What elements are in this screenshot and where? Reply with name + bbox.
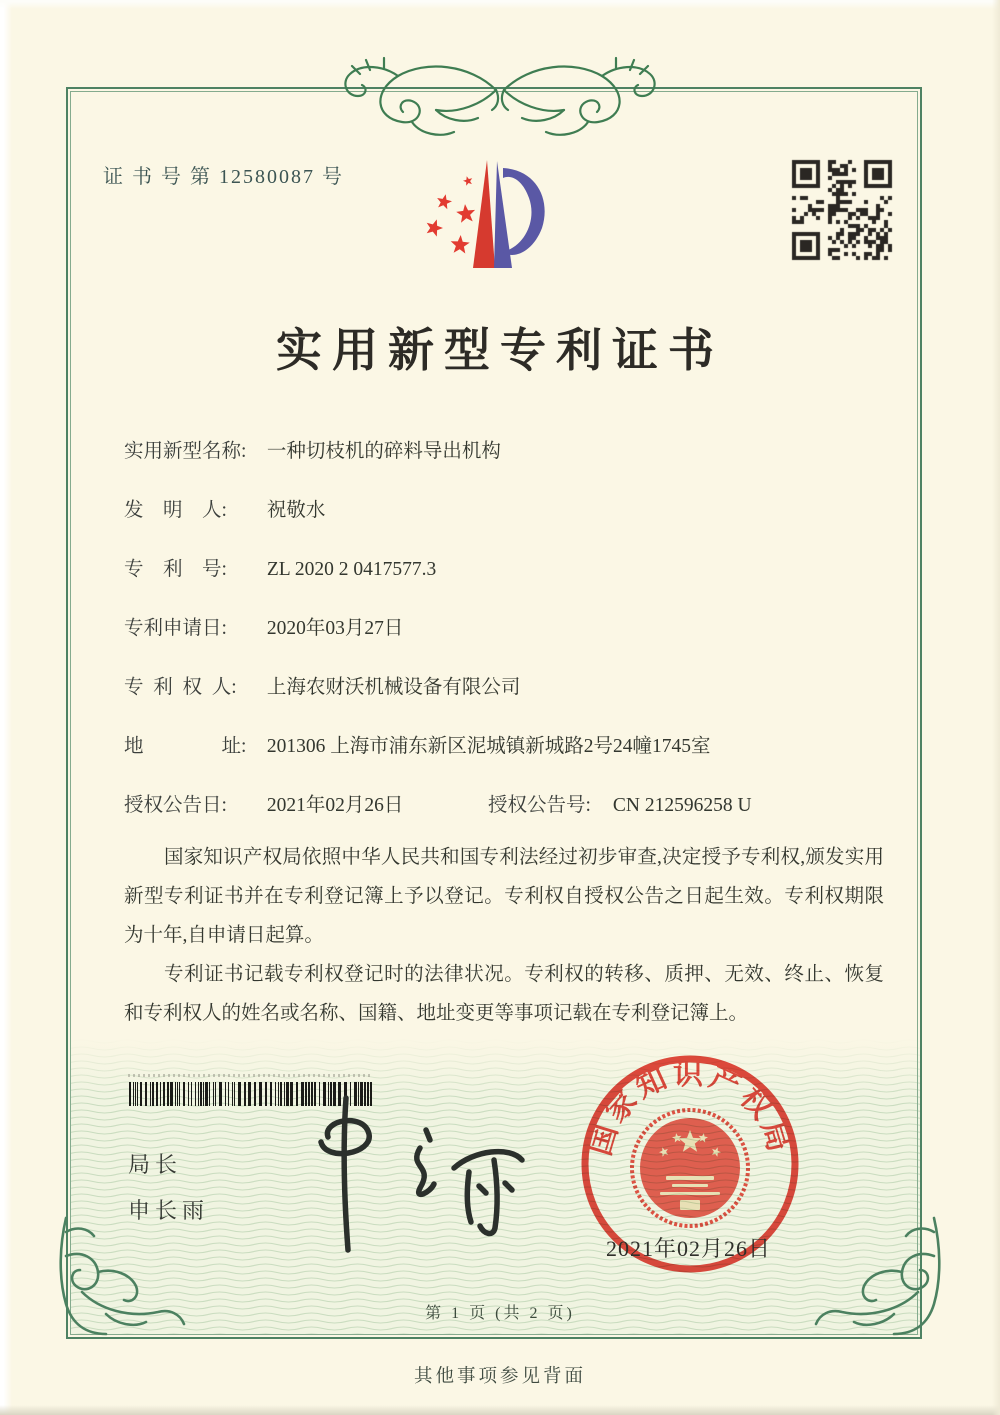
scan-edge	[992, 0, 1000, 1415]
certificate-title: 实用新型专利证书	[276, 325, 724, 376]
field-value: 一种切枝机的碎料导出机构	[266, 441, 501, 462]
qr-code	[789, 157, 895, 263]
field-list	[124, 440, 905, 853]
field-application-date	[124, 617, 905, 640]
field-label: 授权公告日:	[124, 795, 227, 816]
field-label: 授权公告号:	[488, 795, 591, 816]
seal-date: 2021年02月26日	[606, 1236, 772, 1261]
field-label: 专 利 权 人:	[124, 677, 237, 698]
field-label: 专 利 号:	[124, 559, 227, 580]
field-value: ZL 2020 2 0417577.3	[266, 559, 437, 580]
seal-text: 国家知识产权局	[583, 1058, 797, 1160]
field-label: 专利申请日:	[124, 618, 227, 639]
field-inventor	[124, 499, 905, 522]
scan-edge	[0, 0, 12, 1415]
field-utility-model-name	[124, 440, 905, 463]
scan-edge	[0, 1405, 1000, 1415]
field-address	[124, 735, 905, 758]
field-value: 祝敬水	[266, 500, 326, 521]
field-value: 2021年02月26日	[266, 795, 404, 816]
director-handwritten-signature	[268, 1092, 538, 1262]
barcode-microtext	[128, 1074, 372, 1077]
field-label: 地 址:	[124, 736, 247, 757]
field-value: CN 212596258 U	[612, 795, 752, 816]
field-value: 201306 上海市浦东新区泥城镇新城路2号24幢1745室	[266, 736, 711, 757]
field-grant-date	[124, 794, 488, 817]
scan-edge	[0, 0, 1000, 9]
dragon-flourish-ornament	[300, 46, 700, 146]
field-patentee	[124, 676, 905, 699]
director-title: 局长	[128, 1152, 183, 1177]
body-paragraph-1: 国家知识产权局依照中华人民共和国专利法经过初步审查,决定授予专利权,颁发实用新型专利证书并在专利登记簿上予以登记。专利权自授权公告之日起生效。专利权期限为十年,自申请日起算。	[124, 847, 884, 946]
certificate-number: 证 书 号 第 12580087 号	[103, 166, 344, 188]
back-note: 其他事项参见背面	[413, 1367, 586, 1387]
field-label: 发 明 人:	[124, 500, 227, 521]
national-emblem	[632, 1110, 748, 1226]
field-value: 上海农财沃机械设备有限公司	[266, 677, 521, 698]
field-label: 实用新型名称:	[124, 441, 247, 462]
page-number: 第 1 页 (共 2 页)	[425, 1305, 575, 1322]
cnipa-logo	[415, 148, 565, 293]
body-paragraph-2: 专利证书记载专利权登记时的法律状况。专利权的转移、质押、无效、终止、恢复和专利权人的姓名或名称、国籍、地址变更等事项记载在专利登记簿上。	[124, 964, 884, 1024]
legal-body-text	[124, 838, 884, 1033]
director-name: 申长雨	[128, 1198, 210, 1223]
field-patent-number	[124, 558, 905, 581]
field-grant-row	[124, 794, 905, 817]
field-value: 2020年03月27日	[266, 618, 404, 639]
field-grant-number	[488, 794, 752, 817]
